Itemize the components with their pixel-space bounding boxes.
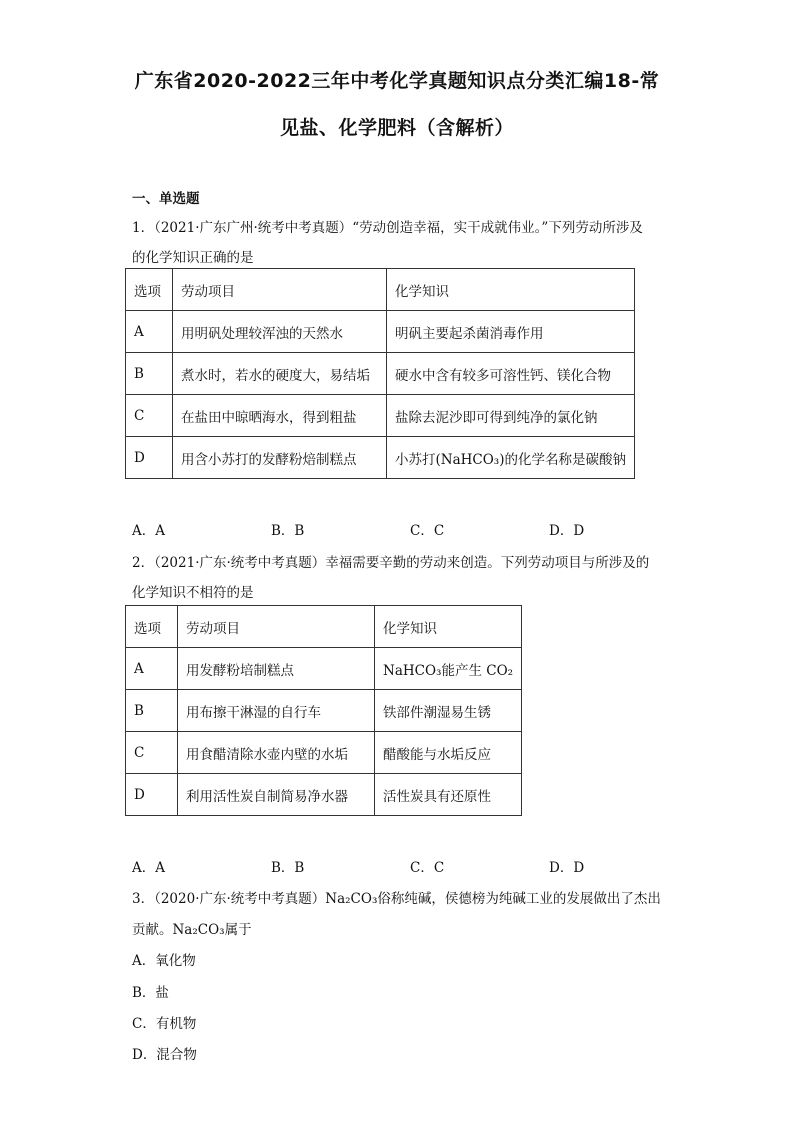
table-row xyxy=(126,437,635,479)
table-row xyxy=(126,690,522,732)
table-cell: 化学知识 xyxy=(387,269,635,311)
table-cell: A xyxy=(126,311,173,353)
table-cell: 用明矾处理较浑浊的天然水 xyxy=(173,311,387,353)
q3-option-a[interactable]: A．氧化物 xyxy=(132,953,196,969)
q1-option-b[interactable]: B．B xyxy=(271,523,305,539)
table-cell: 用布擦干淋湿的自行车 xyxy=(178,690,375,732)
table-cell: C xyxy=(126,732,178,774)
table-row xyxy=(126,732,522,774)
q2-option-b[interactable]: B．B xyxy=(271,860,305,876)
q3-stem-line-2: 贡献。Na₂CO₃属于 xyxy=(132,922,252,938)
q3-option-c[interactable]: C．有机物 xyxy=(132,1016,197,1032)
table-header-row xyxy=(126,606,522,648)
q2-stem-line-1: 2．（2021·广东·统考中考真题）幸福需要辛勤的劳动来创造。下列劳动项目与所涉及的 xyxy=(132,555,650,571)
table-cell: 硬水中含有较多可溶性钙、镁化合物 xyxy=(387,353,635,395)
table-row xyxy=(126,774,522,816)
q3-option-d[interactable]: D．混合物 xyxy=(132,1047,197,1063)
table-cell: 用食醋清除水壶内壁的水垢 xyxy=(178,732,375,774)
table-cell: B xyxy=(126,353,173,395)
q2-stem-line-2: 化学知识不相符的是 xyxy=(132,585,254,601)
table-cell: 化学知识 xyxy=(375,606,522,648)
table-cell: 选项 xyxy=(126,269,173,311)
q1-stem-line-1: 1．（2021·广东广州·统考中考真题）“劳动创造幸福，实干成就伟业。”下列劳动所涉及 xyxy=(132,220,643,236)
q1-option-a[interactable]: A．A xyxy=(132,523,165,539)
document-title-line-1: 广东省2020-2022三年中考化学真题知识点分类汇编18-常 xyxy=(134,70,660,92)
table-row xyxy=(126,353,635,395)
q2-option-c[interactable]: C．C xyxy=(410,860,445,876)
table-cell: 在盐田中晾晒海水，得到粗盐 xyxy=(173,395,387,437)
q1-stem-line-2: 的化学知识正确的是 xyxy=(132,250,254,266)
q1-option-c[interactable]: C．C xyxy=(410,523,445,539)
table-row xyxy=(126,311,635,353)
table-cell: 劳动项目 xyxy=(173,269,387,311)
table-cell: 用含小苏打的发酵粉焙制糕点 xyxy=(173,437,387,479)
q3-stem-line-1: 3．（2020·广东·统考中考真题）Na₂CO₃俗称纯碱，侯德榜为纯碱工业的发展做出了杰出 xyxy=(132,891,661,907)
table-cell: D xyxy=(126,774,178,816)
q1-table xyxy=(125,268,635,479)
q3-option-b[interactable]: B．盐 xyxy=(132,985,169,1001)
document-title-line-2: 见盐、化学肥料（含解析） xyxy=(279,117,514,139)
table-cell: A xyxy=(126,648,178,690)
table-cell: 明矾主要起杀菌消毒作用 xyxy=(387,311,635,353)
table-cell: 利用活性炭自制简易净水器 xyxy=(178,774,375,816)
table-cell: 铁部件潮湿易生锈 xyxy=(375,690,522,732)
table-cell: 煮水时，若水的硬度大，易结垢 xyxy=(173,353,387,395)
table-cell: 小苏打(NaHCO₃)的化学名称是碳酸钠 xyxy=(387,437,635,479)
table-cell: 活性炭具有还原性 xyxy=(375,774,522,816)
table-cell: NaHCO₃能产生 CO₂ xyxy=(375,648,522,690)
table-cell: 选项 xyxy=(126,606,178,648)
section-heading: 一、单选题 xyxy=(132,191,200,207)
q1-option-d[interactable]: D．D xyxy=(549,523,585,539)
table-cell: D xyxy=(126,437,173,479)
table-cell: 劳动项目 xyxy=(178,606,375,648)
table-cell: 用发酵粉培制糕点 xyxy=(178,648,375,690)
table-cell: B xyxy=(126,690,178,732)
table-row xyxy=(126,395,635,437)
table-cell: C xyxy=(126,395,173,437)
table-row xyxy=(126,648,522,690)
table-header-row xyxy=(126,269,635,311)
q2-table xyxy=(125,605,522,816)
table-cell: 盐除去泥沙即可得到纯净的氯化钠 xyxy=(387,395,635,437)
q2-option-d[interactable]: D．D xyxy=(549,860,585,876)
q2-option-a[interactable]: A．A xyxy=(132,860,165,876)
table-cell: 醋酸能与水垢反应 xyxy=(375,732,522,774)
